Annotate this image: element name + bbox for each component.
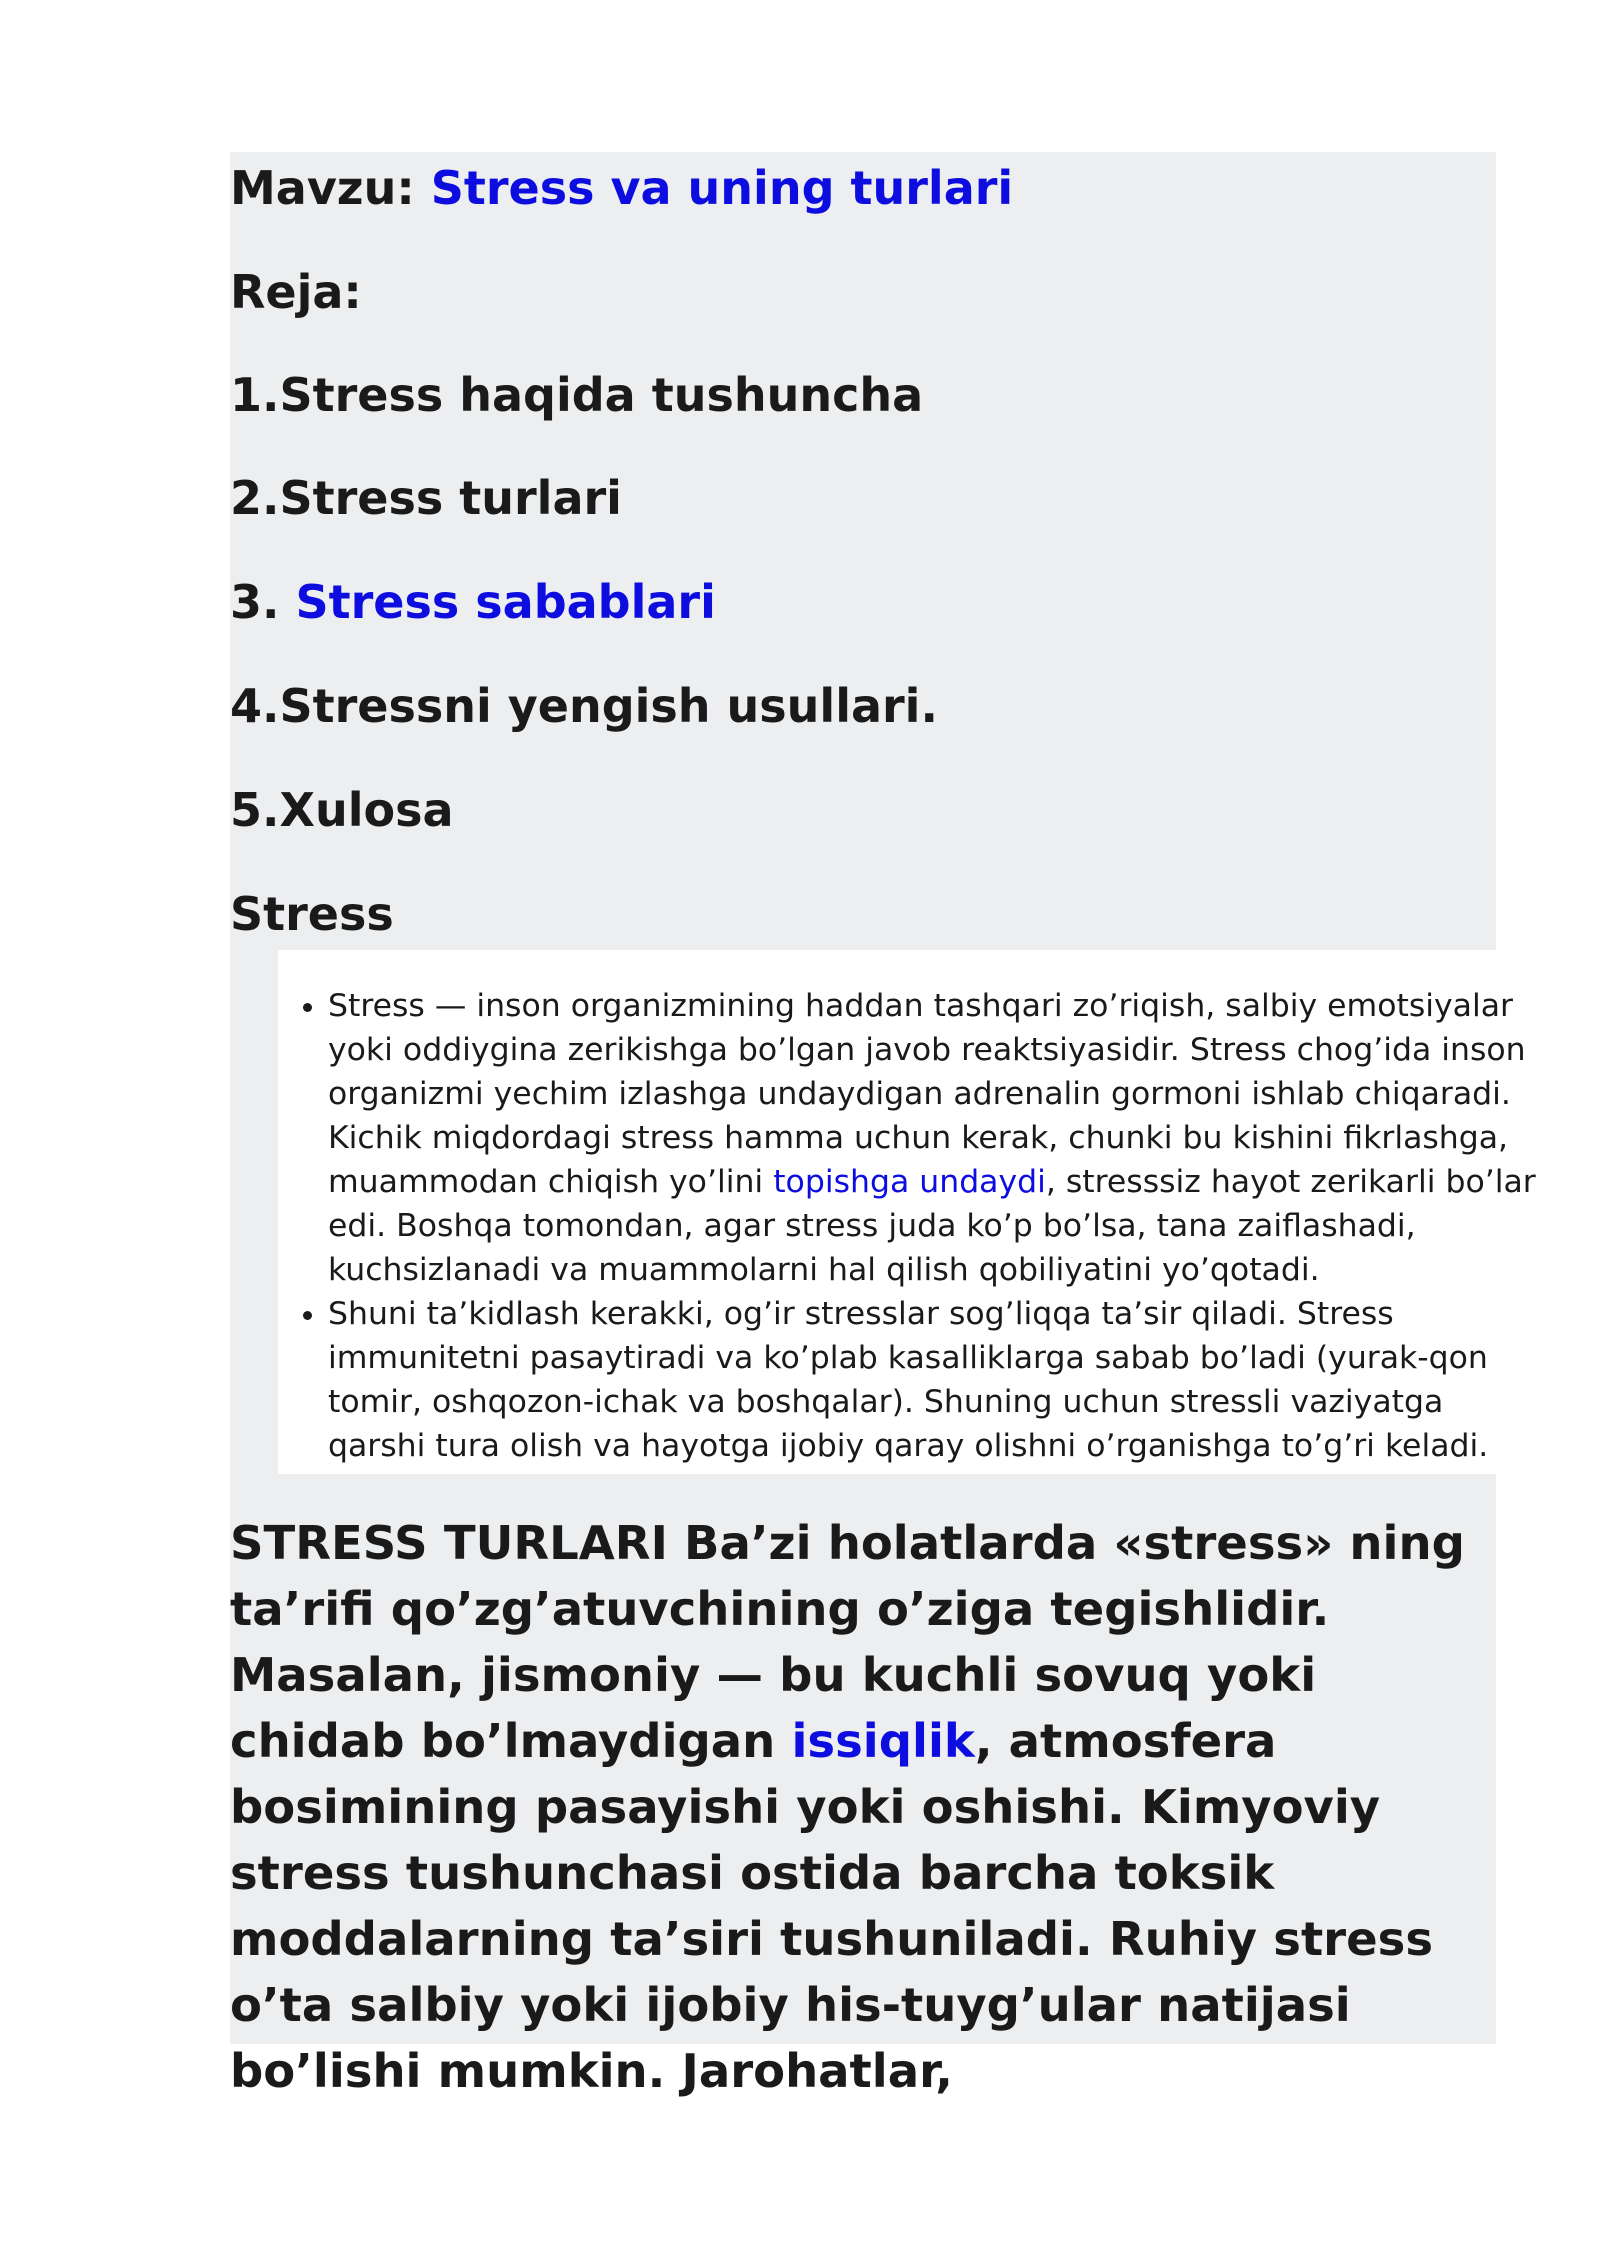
list-item: [328, 1292, 1548, 1468]
plan-item-2: [230, 470, 622, 526]
topic-heading: [230, 160, 1013, 216]
bullet-text: Stress — inson organizmining haddan tashqari zo’riqish, salbiy emotsiyalar yoki oddiygina zerikishga bo’lgan javob reaktsiyasidir. Stress chog’ida inson organizmi yechim izlashga undaydigan adrenalin gormoni ishlab chiqaradi. Kichik miqdordagi stress hamma uchun kerak, chunki bu kishini fikrlashga, muammodan chiqish yo’lini: [328, 988, 1526, 1200]
bullet-text: Shuni ta’kidlash kerakki, og’ir stresslar sog’liqqa ta’sir qiladi. Stress immunitetni pasaytiradi va ko’plab kasalliklarga sabab bo’ladi (yurak-qon tomir, oshqozon-ichak va boshqalar). Shuning uchun stressli vaziyatga qarshi tura olish va hayotga ijobiy qaray olishni o’rganishga to’g’ri keladi.: [328, 1296, 1489, 1464]
plan-item-text: Stress haqida tushuncha: [279, 368, 924, 422]
topic-label: Mavzu:: [230, 161, 415, 215]
stress-types-paragraph: [230, 1510, 1496, 2104]
paragraph-text: , atmosfera bosimining pasayishi yoki oshishi. Kimyoviy stress tushunchasi ostida barcha toksik moddalarning ta’siri tushuniladi. Ruhiy stress o’ta salbiy yoki ijobiy his-tuyg’ular natijasi bo’lishi mumkin. Jarohatlar,: [230, 1714, 1434, 2098]
bullet-text: , stresssiz hayot zerikarli bo’lar edi. Boshqa tomondan, agar stress juda ko’p bo’lsa, tana zaiflashadi, kuchsizlanadi va muammolarni hal qilish qobiliyatini yo’qotadi.: [328, 1164, 1536, 1288]
paragraph-text: STRESS TURLARI Ba’zi holatlarda «stress» ning ta’rifi qo’zg’atuvchining o’ziga tegishlidir. Masalan, jismoniy — bu kuchli sovuq yoki chidab bo’lmaydigan: [230, 1516, 1465, 1768]
plan-item-3: [230, 574, 716, 630]
plan-item-text: Stress turlari: [279, 471, 622, 525]
plan-item-number: 1.: [230, 368, 280, 422]
plan-item-text: Xulosa: [279, 783, 454, 837]
plan-item-number: 3.: [230, 575, 296, 629]
plan-item-5: [230, 782, 454, 838]
plan-heading: Reja:: [230, 265, 362, 319]
plan-item-text: Stressni yengish usullari.: [279, 679, 938, 733]
plan-item-number: 2.: [230, 471, 280, 525]
plan-item-link[interactable]: Stress sabablari: [295, 575, 716, 629]
stress-section-heading: Stress: [230, 887, 394, 941]
plan-item-4: [230, 678, 938, 734]
inline-link[interactable]: issiqlik: [791, 1714, 975, 1768]
shaded-block-strip: [230, 950, 278, 1474]
plan-item-1: [230, 367, 923, 423]
stress-bullet-list: [278, 984, 1548, 1468]
list-item: [328, 984, 1548, 1292]
topic-title: Stress va uning turlari: [430, 161, 1014, 215]
inline-link[interactable]: topishga undaydi: [773, 1164, 1046, 1200]
plan-item-number: 4.: [230, 679, 280, 733]
plan-item-number: 5.: [230, 783, 280, 837]
